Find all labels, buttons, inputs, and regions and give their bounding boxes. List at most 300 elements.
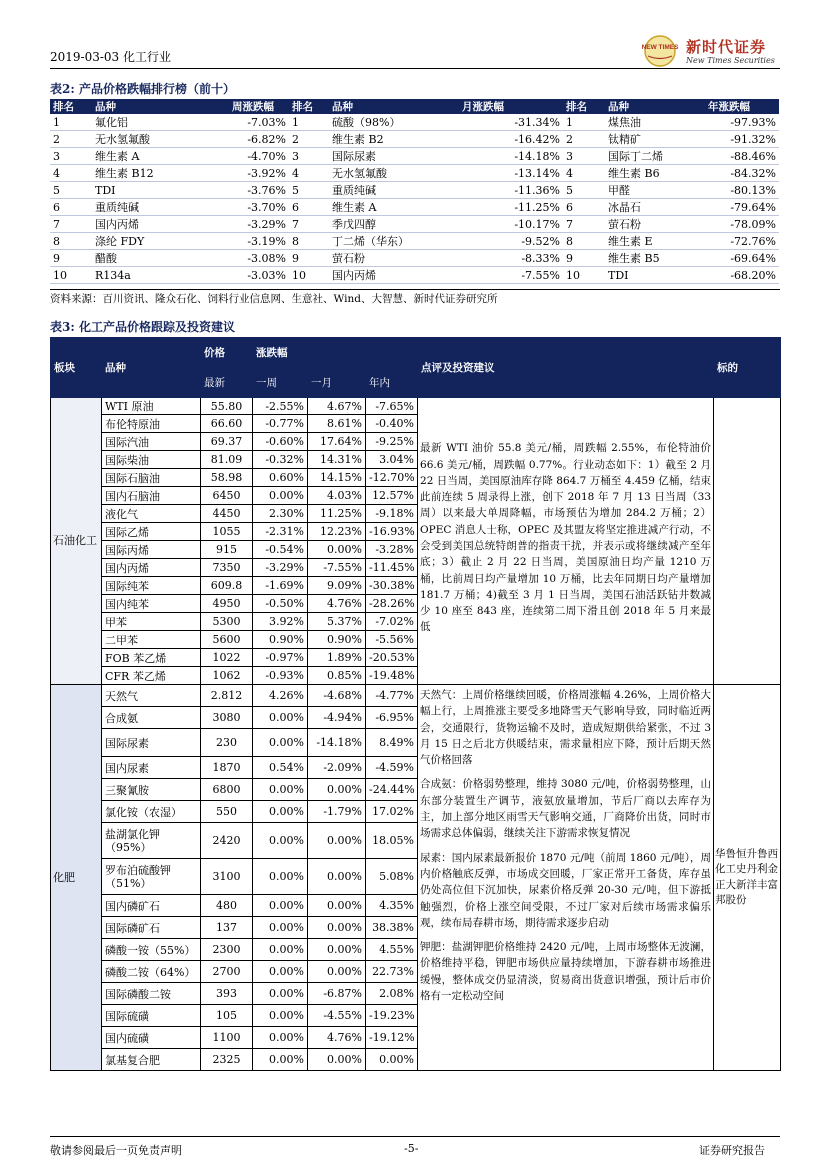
- cell-product: TDI: [92, 182, 229, 199]
- cell-yearly-change: -80.13%: [705, 182, 779, 199]
- cell-weekly-change: -3.92%: [229, 165, 289, 182]
- cell-month-change: 0.00%: [308, 1049, 366, 1071]
- table-row: [50, 250, 779, 267]
- logo-english-name: New Times Securities: [686, 56, 775, 65]
- cell-week-change: 0.54%: [253, 757, 308, 779]
- cell-month-change: 0.00%: [308, 859, 366, 895]
- comment-cell: [418, 398, 714, 685]
- cell-ytd-change: -19.12%: [366, 1027, 418, 1049]
- target-stocks: 华鲁恒升鲁西化工史丹利金正大新洋丰富邦股份: [714, 685, 781, 1071]
- cell-week-change: -2.31%: [253, 523, 308, 541]
- cell-monthly-change: -31.34%: [459, 114, 563, 131]
- cell-product: 钛精矿: [605, 131, 705, 148]
- cell-month-change: 0.00%: [308, 917, 366, 939]
- cell-product: 萤石粉: [329, 250, 459, 267]
- cell-yearly-change: -72.76%: [705, 233, 779, 250]
- cell-latest-price: 1055: [201, 523, 253, 541]
- cell-latest-price: 6450: [201, 487, 253, 505]
- cell-rank: 4: [289, 165, 329, 182]
- cell-latest-price: 69.37: [201, 433, 253, 451]
- cell-week-change: 4.26%: [253, 685, 308, 707]
- cell-month-change: -4.94%: [308, 707, 366, 729]
- cell-product: 国内硫磺: [102, 1027, 201, 1049]
- cell-product: R134a: [92, 267, 229, 284]
- cell-product: 国际丙烯: [102, 541, 201, 559]
- cell-product: 三聚氰胺: [102, 779, 201, 801]
- cell-latest-price: 2.812: [201, 685, 253, 707]
- cell-rank: 2: [289, 131, 329, 148]
- cell-week-change: -0.60%: [253, 433, 308, 451]
- footer-disclaimer: 敬请参阅最后一页免责声明: [50, 1144, 182, 1157]
- cell-week-change: 0.00%: [253, 1027, 308, 1049]
- cell-weekly-change: -4.70%: [229, 148, 289, 165]
- cell-week-change: 0.90%: [253, 631, 308, 649]
- cell-product: 国内丙烯: [102, 559, 201, 577]
- cell-latest-price: 66.60: [201, 415, 253, 433]
- cell-week-change: -0.97%: [253, 649, 308, 667]
- cell-month-change: 0.00%: [308, 961, 366, 983]
- cell-ytd-change: -6.95%: [366, 707, 418, 729]
- cell-weekly-change: -3.29%: [229, 216, 289, 233]
- cell-ytd-change: -11.45%: [366, 559, 418, 577]
- cell-latest-price: 4950: [201, 595, 253, 613]
- cell-week-change: -3.29%: [253, 559, 308, 577]
- cell-monthly-change: -11.25%: [459, 199, 563, 216]
- sector-label: 化肥: [51, 685, 102, 1071]
- cell-product: WTI 原油: [102, 398, 201, 415]
- cell-weekly-change: -3.76%: [229, 182, 289, 199]
- cell-rank: 7: [563, 216, 605, 233]
- cell-month-change: 0.00%: [308, 823, 366, 859]
- cell-product: 磷酸一铵（55%）: [102, 939, 201, 961]
- cell-latest-price: 2300: [201, 939, 253, 961]
- cell-product: 罗布泊硫酸钾（51%）: [102, 859, 201, 895]
- col-header-rank: 排名: [50, 99, 92, 114]
- cell-product: 国内纯苯: [102, 595, 201, 613]
- cell-month-change: -2.09%: [308, 757, 366, 779]
- cell-latest-price: 393: [201, 983, 253, 1005]
- cell-product: 国内磷矿石: [102, 895, 201, 917]
- cell-product: CFR 苯乙烯: [102, 667, 201, 685]
- table3-header-row-1: [51, 338, 781, 368]
- cell-week-change: 0.00%: [253, 779, 308, 801]
- cell-week-change: 3.92%: [253, 613, 308, 631]
- cell-ytd-change: -24.44%: [366, 779, 418, 801]
- col-header-comment: 点评及投资建议: [418, 338, 714, 398]
- cell-month-change: 1.89%: [308, 649, 366, 667]
- cell-week-change: -0.54%: [253, 541, 308, 559]
- comment-paragraph: 天然气：上周价格继续回暖，价格周涨幅 4.26%，上周价格大幅上行，上周推涨主要受多地降雪天气影响导致，同时临近两会，交通限行，货物运输不及时，造成短期供给紧张，不过 3 月 15 日之后北方供暖结束，需求量相应下降，预计后期天然气价格回落: [420, 689, 712, 767]
- cell-product: 氯化铵（农湿）: [102, 801, 201, 823]
- header-date-industry: 2019-03-03 化工行业: [50, 50, 172, 64]
- cell-week-change: -0.93%: [253, 667, 308, 685]
- cell-rank: 2: [563, 131, 605, 148]
- col-header-sector: 板块: [51, 338, 102, 398]
- cell-product: 煤焦油: [605, 114, 705, 131]
- table-row: [50, 216, 779, 233]
- cell-product: 维生素 B6: [605, 165, 705, 182]
- cell-product: 国际丁二烯: [605, 148, 705, 165]
- cell-ytd-change: -5.56%: [366, 631, 418, 649]
- cell-rank: 5: [50, 182, 92, 199]
- cell-ytd-change: 22.73%: [366, 961, 418, 983]
- cell-latest-price: 480: [201, 895, 253, 917]
- col-header-rank: 排名: [563, 99, 605, 114]
- table2-bottom-rule: [50, 289, 780, 290]
- cell-latest-price: 230: [201, 729, 253, 757]
- cell-ytd-change: -28.26%: [366, 595, 418, 613]
- cell-week-change: 0.60%: [253, 469, 308, 487]
- cell-latest-price: 915: [201, 541, 253, 559]
- cell-yearly-change: -84.32%: [705, 165, 779, 182]
- cell-monthly-change: -14.18%: [459, 148, 563, 165]
- logo-badge-icon: [640, 34, 680, 68]
- cell-weekly-change: -3.19%: [229, 233, 289, 250]
- price-decline-ranking-table: [50, 99, 779, 284]
- table-row: [50, 148, 779, 165]
- cell-latest-price: 55.80: [201, 398, 253, 415]
- cell-yearly-change: -91.32%: [705, 131, 779, 148]
- cell-ytd-change: -4.77%: [366, 685, 418, 707]
- col-header-target: 标的: [714, 338, 781, 398]
- cell-product: 氟化铝: [92, 114, 229, 131]
- cell-rank: 8: [289, 233, 329, 250]
- cell-week-change: -1.69%: [253, 577, 308, 595]
- cell-month-change: -1.79%: [308, 801, 366, 823]
- cell-product: 无水氢氟酸: [329, 165, 459, 182]
- cell-week-change: 0.00%: [253, 961, 308, 983]
- cell-month-change: 5.37%: [308, 613, 366, 631]
- cell-ytd-change: -7.65%: [366, 398, 418, 415]
- cell-week-change: -0.32%: [253, 451, 308, 469]
- company-logo: [640, 34, 780, 68]
- sector-label: 石油化工: [51, 398, 102, 685]
- cell-product: 国际磷酸二铵: [102, 983, 201, 1005]
- table-row: [51, 685, 781, 707]
- cell-latest-price: 2420: [201, 823, 253, 859]
- table3-title: 表3: 化工产品价格跟踪及投资建议: [50, 320, 235, 334]
- comment-paragraph: 钾肥：盐湖钾肥价格维持 2420 元/吨，上周市场整体无波澜，价格维持平稳，钾肥市场供应量持续增加，下游春耕市场推进缓慢，整体成交仍显清淡，贸易商出货意识增强，预计后市价格有一定松动空间: [420, 941, 712, 1003]
- cell-product: 国际乙烯: [102, 523, 201, 541]
- cell-product: 甲醛: [605, 182, 705, 199]
- cell-latest-price: 81.09: [201, 451, 253, 469]
- cell-product: 季戊四醇: [329, 216, 459, 233]
- cell-week-change: 0.00%: [253, 801, 308, 823]
- cell-latest-price: 1022: [201, 649, 253, 667]
- cell-monthly-change: -9.52%: [459, 233, 563, 250]
- cell-ytd-change: -20.53%: [366, 649, 418, 667]
- cell-rank: 1: [563, 114, 605, 131]
- cell-product: 重质纯碱: [92, 199, 229, 216]
- cell-month-change: 0.00%: [308, 779, 366, 801]
- cell-product: 维生素 B2: [329, 131, 459, 148]
- cell-rank: 3: [50, 148, 92, 165]
- cell-week-change: 0.00%: [253, 1049, 308, 1071]
- target-stocks: [714, 398, 781, 685]
- cell-ytd-change: -19.48%: [366, 667, 418, 685]
- cell-monthly-change: -16.42%: [459, 131, 563, 148]
- comment-paragraph: 合成氨：价格弱势整理，维持 3080 元/吨，价格弱势整理，山东部分装置生产调节，液氨放量增加，节后厂商以去库存为主，加上部分地区雨雪天气影响交通，厂商降价出货，同时市场需求总体偏弱，继续关注下游需求恢复情况: [420, 778, 712, 840]
- table-row: [50, 233, 779, 250]
- cell-product: 国际尿素: [329, 148, 459, 165]
- cell-week-change: 2.30%: [253, 505, 308, 523]
- logo-badge-text: NEW TIMES: [641, 44, 679, 51]
- cell-product: 天然气: [102, 685, 201, 707]
- cell-rank: 8: [563, 233, 605, 250]
- cell-ytd-change: 4.55%: [366, 939, 418, 961]
- col-header-product: 品种: [92, 99, 229, 114]
- cell-rank: 5: [289, 182, 329, 199]
- cell-ytd-change: 5.08%: [366, 859, 418, 895]
- cell-yearly-change: -88.46%: [705, 148, 779, 165]
- cell-month-change: 0.00%: [308, 939, 366, 961]
- cell-yearly-change: -79.64%: [705, 199, 779, 216]
- cell-rank: 9: [289, 250, 329, 267]
- cell-latest-price: 3100: [201, 859, 253, 895]
- cell-latest-price: 2325: [201, 1049, 253, 1071]
- cell-rank: 2: [50, 131, 92, 148]
- cell-monthly-change: -8.33%: [459, 250, 563, 267]
- cell-latest-price: 1062: [201, 667, 253, 685]
- cell-ytd-change: -19.23%: [366, 1005, 418, 1027]
- cell-weekly-change: -3.03%: [229, 267, 289, 284]
- cell-product: 国内丙烯: [329, 267, 459, 284]
- col-header-product: 品种: [102, 338, 201, 398]
- cell-product: 国际纯苯: [102, 577, 201, 595]
- cell-week-change: 0.00%: [253, 983, 308, 1005]
- cell-month-change: 0.00%: [308, 895, 366, 917]
- table2-title: 表2: 产品价格跌幅排行榜（前十）: [50, 82, 235, 96]
- cell-month-change: -4.68%: [308, 685, 366, 707]
- table-row: [50, 199, 779, 216]
- cell-rank: 9: [50, 250, 92, 267]
- col-header-month: 一月: [308, 368, 366, 398]
- col-header-weekly-change: 周涨跌幅: [229, 99, 289, 114]
- cell-product: 涤纶 FDY: [92, 233, 229, 250]
- col-header-price: 价格: [201, 338, 253, 368]
- footer-rule: [50, 1136, 780, 1137]
- cell-product: 维生素 B5: [605, 250, 705, 267]
- cell-latest-price: 3080: [201, 707, 253, 729]
- cell-week-change: 0.00%: [253, 823, 308, 859]
- col-header-rank: 排名: [289, 99, 329, 114]
- col-header-latest: 最新: [201, 368, 253, 398]
- cell-latest-price: 4450: [201, 505, 253, 523]
- cell-yearly-change: -78.09%: [705, 216, 779, 233]
- cell-product: TDI: [605, 267, 705, 284]
- cell-ytd-change: -16.93%: [366, 523, 418, 541]
- cell-week-change: -0.77%: [253, 415, 308, 433]
- cell-month-change: 4.03%: [308, 487, 366, 505]
- cell-product: 醋酸: [92, 250, 229, 267]
- cell-month-change: 4.76%: [308, 595, 366, 613]
- cell-latest-price: 7350: [201, 559, 253, 577]
- col-header-week: 一周: [253, 368, 308, 398]
- cell-weekly-change: -7.03%: [229, 114, 289, 131]
- cell-latest-price: 5300: [201, 613, 253, 631]
- table-row: [50, 131, 779, 148]
- col-header-product: 品种: [329, 99, 459, 114]
- table-row: [50, 165, 779, 182]
- cell-product: 国际石脑油: [102, 469, 201, 487]
- cell-monthly-change: -13.14%: [459, 165, 563, 182]
- footer-report-type: 证券研究报告: [699, 1144, 765, 1157]
- cell-monthly-change: -10.17%: [459, 216, 563, 233]
- table-row: [50, 182, 779, 199]
- table-row: [50, 267, 779, 284]
- cell-yearly-change: -68.20%: [705, 267, 779, 284]
- cell-product: 维生素 B12: [92, 165, 229, 182]
- cell-month-change: -7.55%: [308, 559, 366, 577]
- cell-rank: 3: [563, 148, 605, 165]
- cell-rank: 9: [563, 250, 605, 267]
- cell-product: 合成氨: [102, 707, 201, 729]
- cell-ytd-change: 8.49%: [366, 729, 418, 757]
- cell-product: 国际柴油: [102, 451, 201, 469]
- cell-product: 甲苯: [102, 613, 201, 631]
- cell-rank: 1: [50, 114, 92, 131]
- cell-product: 重质纯碱: [329, 182, 459, 199]
- cell-rank: 10: [50, 267, 92, 284]
- cell-month-change: 4.76%: [308, 1027, 366, 1049]
- cell-rank: 5: [563, 182, 605, 199]
- cell-rank: 7: [50, 216, 92, 233]
- cell-ytd-change: 38.38%: [366, 917, 418, 939]
- cell-yearly-change: -97.93%: [705, 114, 779, 131]
- comment-text: 最新 WTI 油价 55.8 美元/桶，周跌幅 2.55%，布伦特油价 66.6 美元/桶，周跌幅 0.77%。行业动态如下：1）截至 2 月 22 日当周，美国原油库存降 864.7 万桶至 4.459 亿桶，结束此前连续 5 周录得上涨，创下 2018 年 7 月 13 日当周（33 周）以来最大单周降幅，市场预估为增加 284.2 万桶；2）OPEC 消息人士称，OPEC 及其盟友将坚定推进减产行动，不会受到美国总统特朗普的指责干扰，并表示或将继续减产至年底；3）截止 2 月 22 日当周，美国原油日均产量 1210 万桶，比前周日均产量增加 10 万桶，比去年同期日均产量增加 181.7 万桶；4)截至 3 月 1 日当周，美国石油活跃钻井数减少 10 座至 843 座，连续第二周下滑且创 2018 年 5 月来最低: [420, 442, 712, 634]
- cell-product: 盐湖氯化钾（95%）: [102, 823, 201, 859]
- comment-cell: [418, 685, 714, 1071]
- logo-chinese-name: 新时代证券: [686, 38, 767, 56]
- cell-month-change: 14.15%: [308, 469, 366, 487]
- table-row: [51, 398, 781, 415]
- cell-monthly-change: -7.55%: [459, 267, 563, 284]
- cell-month-change: -4.55%: [308, 1005, 366, 1027]
- cell-month-change: -6.87%: [308, 983, 366, 1005]
- cell-latest-price: 58.98: [201, 469, 253, 487]
- cell-ytd-change: -0.40%: [366, 415, 418, 433]
- cell-ytd-change: 12.57%: [366, 487, 418, 505]
- cell-week-change: 0.00%: [253, 707, 308, 729]
- cell-product: 维生素 A: [329, 199, 459, 216]
- comment-paragraph: 尿素：国内尿素最新报价 1870 元/吨（前周 1860 元/吨），周内价格触底反弹，市场成交回暖，厂家正常开工备货，库存虽仍处高位但下沉加快，尿素价格反弹 20-30 元/吨，但下游抵触强烈，价格上涨空间受限，不过厂家对后续市场需求偏乐观，续布局春耕市场，期待需求逐步启动: [420, 851, 712, 929]
- cell-product: 氯基复合肥: [102, 1049, 201, 1071]
- cell-ytd-change: -12.70%: [366, 469, 418, 487]
- cell-product: 液化气: [102, 505, 201, 523]
- cell-product: FOB 苯乙烯: [102, 649, 201, 667]
- cell-product: 国内尿素: [102, 757, 201, 779]
- cell-rank: 8: [50, 233, 92, 250]
- cell-rank: 4: [50, 165, 92, 182]
- col-header-monthly-change: 月涨跌幅: [459, 99, 563, 114]
- cell-month-change: 11.25%: [308, 505, 366, 523]
- cell-monthly-change: -11.36%: [459, 182, 563, 199]
- cell-month-change: -14.18%: [308, 729, 366, 757]
- cell-product: 维生素 A: [92, 148, 229, 165]
- cell-rank: 6: [50, 199, 92, 216]
- cell-month-change: 0.90%: [308, 631, 366, 649]
- cell-product: 国际尿素: [102, 729, 201, 757]
- cell-month-change: 8.61%: [308, 415, 366, 433]
- cell-product: 布伦特原油: [102, 415, 201, 433]
- cell-product: 国际硫磺: [102, 1005, 201, 1027]
- cell-ytd-change: -3.28%: [366, 541, 418, 559]
- cell-week-change: -0.50%: [253, 595, 308, 613]
- cell-rank: 3: [289, 148, 329, 165]
- cell-weekly-change: -3.08%: [229, 250, 289, 267]
- cell-latest-price: 105: [201, 1005, 253, 1027]
- cell-week-change: 0.00%: [253, 1005, 308, 1027]
- cell-ytd-change: 18.05%: [366, 823, 418, 859]
- cell-product: 丁二烯（华东）: [329, 233, 459, 250]
- header-rule: [50, 68, 780, 69]
- cell-month-change: 12.23%: [308, 523, 366, 541]
- cell-product: 无水氢氟酸: [92, 131, 229, 148]
- cell-rank: 4: [563, 165, 605, 182]
- cell-ytd-change: 4.35%: [366, 895, 418, 917]
- cell-rank: 7: [289, 216, 329, 233]
- cell-latest-price: 5600: [201, 631, 253, 649]
- cell-month-change: 0.85%: [308, 667, 366, 685]
- cell-latest-price: 6800: [201, 779, 253, 801]
- cell-ytd-change: -7.02%: [366, 613, 418, 631]
- cell-weekly-change: -6.82%: [229, 131, 289, 148]
- footer-page-number: -5-: [404, 1142, 419, 1155]
- cell-week-change: 0.00%: [253, 917, 308, 939]
- cell-ytd-change: 3.04%: [366, 451, 418, 469]
- cell-product: 维生素 E: [605, 233, 705, 250]
- cell-product: 国内丙烯: [92, 216, 229, 233]
- cell-week-change: -2.55%: [253, 398, 308, 415]
- col-header-product: 品种: [605, 99, 705, 114]
- cell-yearly-change: -69.64%: [705, 250, 779, 267]
- cell-ytd-change: 0.00%: [366, 1049, 418, 1071]
- cell-latest-price: 2700: [201, 961, 253, 983]
- cell-month-change: 4.67%: [308, 398, 366, 415]
- cell-product: 冰晶石: [605, 199, 705, 216]
- cell-weekly-change: -3.70%: [229, 199, 289, 216]
- cell-month-change: 17.64%: [308, 433, 366, 451]
- cell-week-change: 0.00%: [253, 729, 308, 757]
- cell-month-change: 14.31%: [308, 451, 366, 469]
- cell-product: 磷酸二铵（64%）: [102, 961, 201, 983]
- cell-product: 国内石脑油: [102, 487, 201, 505]
- cell-latest-price: 1870: [201, 757, 253, 779]
- cell-latest-price: 609.8: [201, 577, 253, 595]
- cell-product: 国际汽油: [102, 433, 201, 451]
- cell-product: 国际磷矿石: [102, 917, 201, 939]
- cell-ytd-change: -4.59%: [366, 757, 418, 779]
- col-header-yearly-change: 年涨跌幅: [705, 99, 779, 114]
- cell-ytd-change: -9.25%: [366, 433, 418, 451]
- cell-month-change: 0.00%: [308, 541, 366, 559]
- cell-rank: 10: [289, 267, 329, 284]
- cell-week-change: 0.00%: [253, 487, 308, 505]
- col-header-change: 涨跌幅: [253, 338, 418, 368]
- cell-rank: 10: [563, 267, 605, 284]
- cell-ytd-change: -9.18%: [366, 505, 418, 523]
- cell-rank: 6: [563, 199, 605, 216]
- cell-ytd-change: -30.38%: [366, 577, 418, 595]
- cell-latest-price: 137: [201, 917, 253, 939]
- cell-product: 萤石粉: [605, 216, 705, 233]
- cell-rank: 6: [289, 199, 329, 216]
- cell-product: 硫酸（98%）: [329, 114, 459, 131]
- cell-ytd-change: 17.02%: [366, 801, 418, 823]
- table-row: [50, 114, 779, 131]
- cell-week-change: 0.00%: [253, 939, 308, 961]
- cell-week-change: 0.00%: [253, 859, 308, 895]
